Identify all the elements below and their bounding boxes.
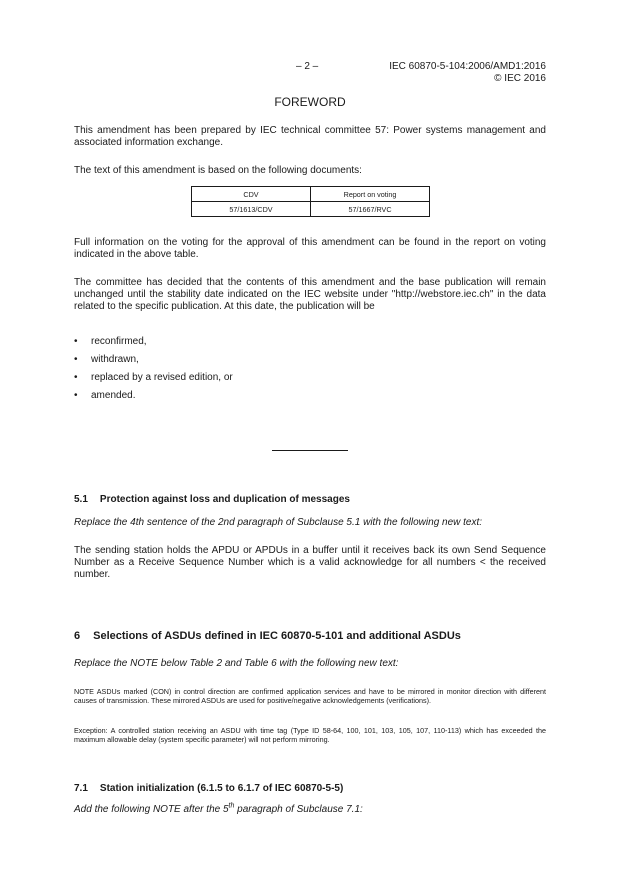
bullet-icon: • [74, 372, 78, 383]
list-item-text: withdrawn, [91, 354, 139, 365]
section-6-exception: Exception: A controlled station receiving an ASDU with time tag (Type ID 58-64, 100, 101, 103, 105, 107, 110-113) which has exceeded the maximum allowable delay (system specific parameter) will not perform mirroring. [74, 726, 546, 744]
section-6-instruction: Replace the NOTE below Table 2 and Table 6 with the following new text: [74, 658, 399, 669]
document-id: IEC 60870-5-104:2006/AMD1:2016 [389, 61, 546, 72]
list-item [74, 354, 546, 366]
foreword-paragraph-2: The text of this amendment is based on the following documents: [74, 165, 362, 176]
instruction-text: Add the following NOTE after the 5 [74, 804, 229, 815]
section-7-1-heading [74, 783, 343, 794]
foreword-paragraph-4: The committee has decided that the contents of this amendment and the base publication will remain unchanged until the stability date indicated on the IEC website under "http://webstore.iec.ch" in the data related to the specific publication. At this date, the publication will be [74, 277, 546, 312]
section-title: Protection against loss and duplication of messages [99, 494, 350, 505]
list-item [74, 390, 546, 402]
table-header-row [192, 187, 430, 202]
section-6-note: NOTE ASDUs marked (CON) in control direction are confirmed application services and have to be mirrored in monitor direction with different causes of transmission. These mirrored ASDUs are used for positive/negative acknowledgements (verifications). [74, 687, 546, 705]
foreword-paragraph-1: This amendment has been prepared by IEC technical committee 57: Power systems management and associated information exchange. [74, 125, 546, 148]
list-item-text: reconfirmed, [91, 336, 147, 347]
section-7-1-instruction [74, 804, 546, 816]
section-6-heading [74, 630, 461, 642]
page-number: – 2 – [296, 61, 319, 72]
section-number: 6 [74, 630, 81, 642]
bullet-icon: • [74, 390, 78, 401]
section-number: 5.1 [74, 494, 88, 505]
bullet-icon: • [74, 336, 78, 347]
table-header-cell: Report on voting [311, 187, 430, 202]
section-5-1-text: The sending station holds the APDU or APDUs in a buffer until it receives back its own Send Sequence Number as a Receive Sequence Number which is a valid acknowledge for all numbers < the received number. [74, 545, 546, 580]
copyright: © IEC 2016 [494, 73, 546, 84]
section-5-1-instruction: Replace the 4th sentence of the 2nd paragraph of Subclause 5.1 with the following new text: [74, 517, 483, 528]
foreword-paragraph-3: Full information on the voting for the approval of this amendment can be found in the report on voting indicated in the above table. [74, 237, 546, 260]
documents-table [191, 186, 430, 217]
superscript: th [228, 802, 235, 810]
section-title: Selections of ASDUs defined in IEC 60870-5-101 and additional ASDUs [93, 630, 461, 642]
list-item-text: replaced by a revised edition, or [91, 372, 233, 383]
list-item [74, 336, 546, 348]
separator-line [272, 450, 348, 451]
list-item [74, 372, 546, 384]
table-header-cell: CDV [192, 187, 311, 202]
section-5-1-heading [74, 494, 350, 505]
list-item-text: amended. [91, 390, 136, 401]
table-cell: 57/1613/CDV [192, 202, 311, 217]
section-title: Station initialization (6.1.5 to 6.1.7 of IEC 60870-5-5) [99, 783, 344, 794]
publication-options-list [74, 336, 546, 408]
instruction-text: paragraph of Subclause 7.1: [234, 804, 363, 815]
section-number: 7.1 [74, 783, 88, 794]
table-cell: 57/1667/RVC [311, 202, 430, 217]
bullet-icon: • [74, 354, 78, 365]
foreword-title: FOREWORD [274, 95, 346, 109]
table-row [192, 202, 430, 217]
